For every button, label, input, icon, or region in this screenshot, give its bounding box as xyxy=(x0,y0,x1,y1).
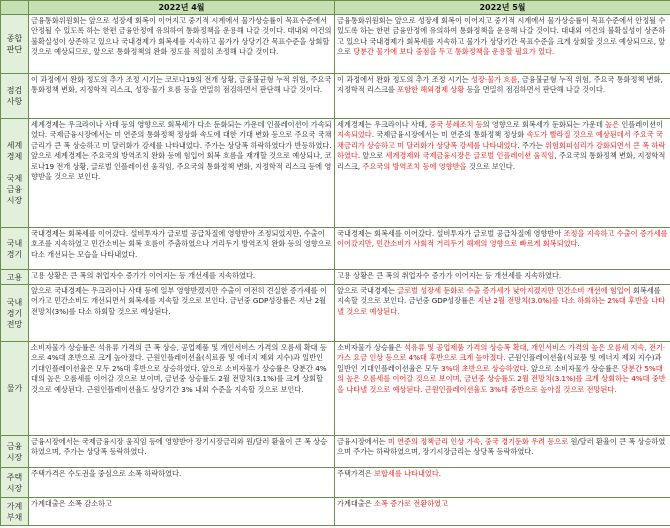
row-label xyxy=(1,270,29,285)
cell-text: 근원인플레이션율(식료품 및 에너지 제외 지수)과 일반인 기대인플레이션율은 모두 xyxy=(337,353,662,373)
header-april: 2022년 4월 xyxy=(29,1,335,15)
highlighted-text: 높은 xyxy=(605,120,620,129)
row-label xyxy=(1,15,29,74)
cell-april xyxy=(29,498,335,526)
row-label-line: 국내 xyxy=(6,297,23,307)
highlighted-text: 성장·물가 흐름 xyxy=(471,75,518,84)
highlighted-text: 지속되었다 xyxy=(337,130,372,140)
cell-text: 의 영향으로 회복세가 둔화되는 가운데 xyxy=(482,120,606,129)
row-label xyxy=(1,74,29,119)
row-label-line: 경제 xyxy=(6,152,23,161)
row-label-line: 시장 xyxy=(6,452,23,462)
header-may: 2022년 5월 xyxy=(335,1,670,15)
row-label-line xyxy=(2,162,27,173)
cell-april xyxy=(29,468,335,498)
cell-may xyxy=(335,498,670,526)
cell-text: 세계경제는 우크라이나 사태 등의 영향으로 회복세가 다소 둔화되는 가운데 인플레이션이 가속되었다. 국제금융시장에서는 미 연준의 통화정책 정상화 속도에 대한 기대 변화 등으로 주요국 국채금리가 큰 폭 상승하고 미 달러화가 강세를 나타내었다. 주가는 상당폭 하락하였다가 반등하였다. 앞으로 세계경제는 주요국의 방역조치 완화 등에 힘입어 회복 흐름을 재개할 것으로 예상되나, 코로나19 전개 상황, 글로벌 인플레이션 움직임, 주요국의 통화정책 변화, 지정학적 리스크 등에 영향받을 것으로 보인다. xyxy=(31,120,332,182)
highlighted-text: 지난 2월 전망치(3.0%)를 다소 하회하는 2%대 후반을 나타낼 것으로 예상된다. xyxy=(337,296,666,316)
cell-text: 앞으로 국내경제는 xyxy=(337,286,398,295)
row-label-line: 판단 xyxy=(6,45,23,54)
highlighted-text: 조정을 지속하고 수출이 증가세를 이어갔지만, 민간소비가 사회적 거리두기 해제의 영향으로 빠르게 회복되었다. xyxy=(337,229,668,249)
cell-text: . 앞으로 소비자물가 상승률은 xyxy=(526,363,622,373)
row-label xyxy=(1,119,29,228)
row-prices xyxy=(1,342,670,436)
cell-april xyxy=(29,270,335,285)
row-label-line: 세계 xyxy=(6,141,23,150)
row-label-line: 사항 xyxy=(6,97,23,106)
row-check-items xyxy=(1,74,670,119)
row-label xyxy=(1,498,29,526)
cell-may xyxy=(335,285,670,342)
highlighted-text: 미 연준의 정책금리 인상 가속, 중국 경기둔화 우려 등으로 xyxy=(387,437,569,446)
cell-text: 회복세를 지속할 것으로 보인다. 금년중 GDP성장률은 xyxy=(337,286,661,306)
cell-text: . 국제금융시장에서는 미 연준의 통화정책 정상화 xyxy=(371,130,527,140)
cell-text: 국내경제는 회복세를 이어갔다. 설비투자가 글로벌 공급차질에 영향받아 xyxy=(337,229,564,238)
cell-may xyxy=(335,468,670,498)
row-economic-outlook xyxy=(1,285,670,342)
cell-text: . xyxy=(438,469,442,478)
cell-may xyxy=(335,342,670,436)
cell-april xyxy=(29,228,335,270)
cell-text: 가계대출은 xyxy=(337,499,375,508)
row-label xyxy=(1,436,29,468)
cell-text: . 앞으로 xyxy=(357,151,386,161)
row-label xyxy=(1,285,29,342)
row-label-line: 가계 xyxy=(6,501,23,511)
row-label-line: 점검 xyxy=(6,86,23,95)
row-label-line: 금융 xyxy=(6,441,23,451)
cell-text: 원/달러 환율이 큰 폭 상승하였으며 주가는 하락하였으며, 장기시장금리는 상당폭 등락하였다. xyxy=(337,437,666,457)
cell-may xyxy=(335,228,670,270)
cell-text: 것으로 보인다. xyxy=(466,161,515,171)
cell-may xyxy=(335,74,670,119)
row-domestic-economy xyxy=(1,228,670,270)
cell-text: 소비자물가 상승률은 xyxy=(337,343,405,352)
highlighted-text: 세계경제와 국제금융시장은 글로벌 인플레이션 움직임 xyxy=(385,151,555,161)
cell-text: 등을 면밀히 점검하면서 판단해 나갈 것이다. xyxy=(464,85,606,95)
cell-may xyxy=(335,15,670,74)
cell-text: 인플레이션이 xyxy=(619,120,664,129)
row-label-line: 시장 xyxy=(6,196,23,205)
header-corner xyxy=(1,1,29,15)
row-household-debt xyxy=(1,498,670,526)
row-financial-markets xyxy=(1,436,670,468)
row-overall-judgment xyxy=(1,15,670,74)
cell-april xyxy=(29,15,335,74)
row-label-line: 부채 xyxy=(6,512,23,522)
row-label-line: 금융 xyxy=(6,185,23,194)
cell-text: . 주가는 xyxy=(517,140,546,150)
cell-april xyxy=(29,285,335,342)
cell-text: 고용 상황은 큰 폭의 취업자수 증가가 이어지는 등 개선세를 지속하였다. xyxy=(31,271,256,280)
row-label-line: 물가 xyxy=(6,384,23,393)
cell-text: 금융통화위원회는 앞으로 성장세 회복이 이어지고 중기적 시계에서 물가상승률이 목표수준에서 안정될 수 있도록 하는 한편 금융안정에 유의하여 통화정책을 운용해 나갈 것이다. 대내외 여건의 불확실성이 상존하고 있으나 국내경제가 회복세를 지속하고 물가가 상당기간 목표수준을 크게 상회할 것으로 예상되므로, 앞으로 xyxy=(337,16,666,57)
cell-april xyxy=(29,342,335,436)
cell-text: , 금융불균형 누적 위험, 주요국 통화정책 변화, 지정학적 리스크를 xyxy=(337,75,663,95)
highlighted-text: 중국 봉쇄조치 등 xyxy=(429,120,483,129)
cell-april xyxy=(29,119,335,228)
cell-text: 세계경제는 우크라이나 사태, xyxy=(337,120,430,129)
highlighted-text: 보합세를 나타내었다 xyxy=(374,469,439,478)
cell-may xyxy=(335,436,670,468)
cell-april xyxy=(29,436,335,468)
highlighted-text: 위험회피심리가 강화되면서 큰 폭 하락하였다 xyxy=(337,140,666,161)
row-label-line: 경기 xyxy=(6,308,23,318)
cell-text: 이 과정에서 완화 정도의 추가 조정 시기는 코로나19의 전개 상황, 금융불균형 누적 위험, 주요국 통화정책 변화, 지정학적 리스크, 성장·물가 흐름 등을 면밀히 점검하면서 판단해 나갈 것이다. xyxy=(31,75,332,95)
row-label-line: 전망 xyxy=(6,319,23,329)
row-label-line: 종합 xyxy=(6,34,23,43)
cell-text: 주택가격은 xyxy=(337,469,375,478)
highlighted-text: 당분간 물가에 보다 중점을 두고 통화정책을 운용할 필요가 있다. xyxy=(353,47,555,57)
cell-may xyxy=(335,270,670,285)
cell-april xyxy=(29,74,335,119)
row-label-line: 경기 xyxy=(6,249,23,259)
header-row xyxy=(1,1,670,15)
row-label-line: 주택 xyxy=(6,472,23,482)
cell-text: 주택가격은 수도권을 중심으로 소폭 하락하였다. xyxy=(31,469,182,478)
cell-text: , 주요국의 통화정책 변화, 지정학적 리스크, xyxy=(337,151,666,171)
row-label-line: 국제 xyxy=(6,174,23,183)
cell-text: 가계대출은 소폭 감소하고 xyxy=(31,499,112,508)
cell-text: 앞으로 국내경제는 우크라이나 사태 등에 일부 영향받겠지만 수출이 여전히 견실한 증가세를 이어가고 민간소비도 개선되면서 회복세를 지속할 것으로 보인다. 금년중 GDP성장률은 지난 2월 전망치(3%)를 다소 하회할 것으로 예상된다. xyxy=(31,286,327,316)
row-label xyxy=(1,342,29,436)
highlighted-text: 포함한 해외경제 상황 xyxy=(397,85,465,95)
row-employment xyxy=(1,270,670,285)
cell-text: 소비자물가 상승률은 석유류 가격의 큰 폭 상승, 공업제품 및 개인서비스 가격의 오름세 확대 등으로 4%대 초반으로 크게 높아졌다. 근원인플레이션율(식료품 및 에너지 제외 지수)과 일반인 기대인플레이션율은 모두 2%대 후반으로 상승하였다. 앞으로 소비자물가 상승률은 당분간 4%대의 높은 오름세를 이어갈 것으로 보이며, 금년중 상승률도 2월 전망치(3.1%)를 크게 상회할 것으로 예상된다. 근원인플레이션율도 상당기간 3% 내외 수준을 지속할 것으로 보인다. xyxy=(31,343,327,394)
row-label-line: 시장 xyxy=(6,483,23,493)
row-label xyxy=(1,228,29,270)
cell-may xyxy=(335,119,670,228)
row-housing-market xyxy=(1,468,670,498)
cell-text: 국내경제는 회복세를 이어갔다. 설비투자가 글로벌 공급차질에 영향받아 조정되었지만, 수출이 호조를 지속하였고 민간소비는 회복 흐름이 주춤하였으나 거리두기 방역조치 완화 등의 영향으로 다소 개선되는 모습을 나타내었다. xyxy=(31,229,332,259)
highlighted-text: 석유류 및 공업제품 가격의 상승폭 확대, 개인서비스 가격의 높은 오름세 지속, 전기·가스 요금 인상 등으로 4%대 후반으로 크게 높아졌다. xyxy=(337,343,666,363)
highlighted-text: 3%대 초반으로 상승하였다 xyxy=(441,363,527,373)
row-label xyxy=(1,468,29,498)
row-label-line: 국내 xyxy=(6,238,23,248)
highlighted-text: 주요국의 방역조치 등에 영향받을 xyxy=(362,161,467,171)
cell-text: 금융시장에서는 xyxy=(337,437,388,446)
cell-text: 이 과정에서 완화 정도의 추가 조정 시기는 xyxy=(337,75,472,84)
highlighted-text: 소폭 증가로 전환하였고 xyxy=(374,499,449,508)
highlighted-text: 속도가 빨라질 것으로 예상된데서 주요국 국채금리가 상승하고 미 달러화가 상당폭 강세를 나타내었다 xyxy=(337,130,663,150)
highlighted-text: 글로벌 성장세 둔화로 수출 증가세가 낮아지겠지만 민간소비 개선에 힘입어 xyxy=(397,286,631,295)
cell-text: 금융통화위원회는 앞으로 성장세 회복이 이어지고 중기적 시계에서 물가상승률이 목표수준에서 안정될 수 있도록 하는 한편 금융안정에 유의하여 통화정책을 운용해 나갈 것이다. 대내외 여건의 불확실성이 상존하고 있으나 국내경제가 회복세를 지속하고 물가가 상당기간 목표수준을 상회할 것으로 예상되므로, 앞으로 통화정책의 완화 정도를 적절히 조정해 나갈 것이다. xyxy=(31,16,332,57)
row-label-line: 고용 xyxy=(6,272,23,282)
highlighted-text: 당분간 5%대의 높은 오름세를 이어갈 것으로 보이며, 금년중 상승률도 2월 전망치(3.1%)를 크게 상회하는 4%대 중반을 나타낼 것으로 예상된다. 근원인플레이션율도 3%대 중반으로 높아질 것으로 전망된다. xyxy=(337,363,666,394)
cell-text: 고용 상황은 큰 폭의 취업자수 증가가 이어지는 등 개선세를 지속하였다. xyxy=(337,271,562,280)
row-world-economy xyxy=(1,119,670,228)
cell-text: 금융시장에서는 국제금융시장 움직임 등에 영향받아 장기시장금리와 원/달러 환율이 큰 폭 상승하였으며, 주가는 상당폭 등락하였다. xyxy=(31,437,328,457)
